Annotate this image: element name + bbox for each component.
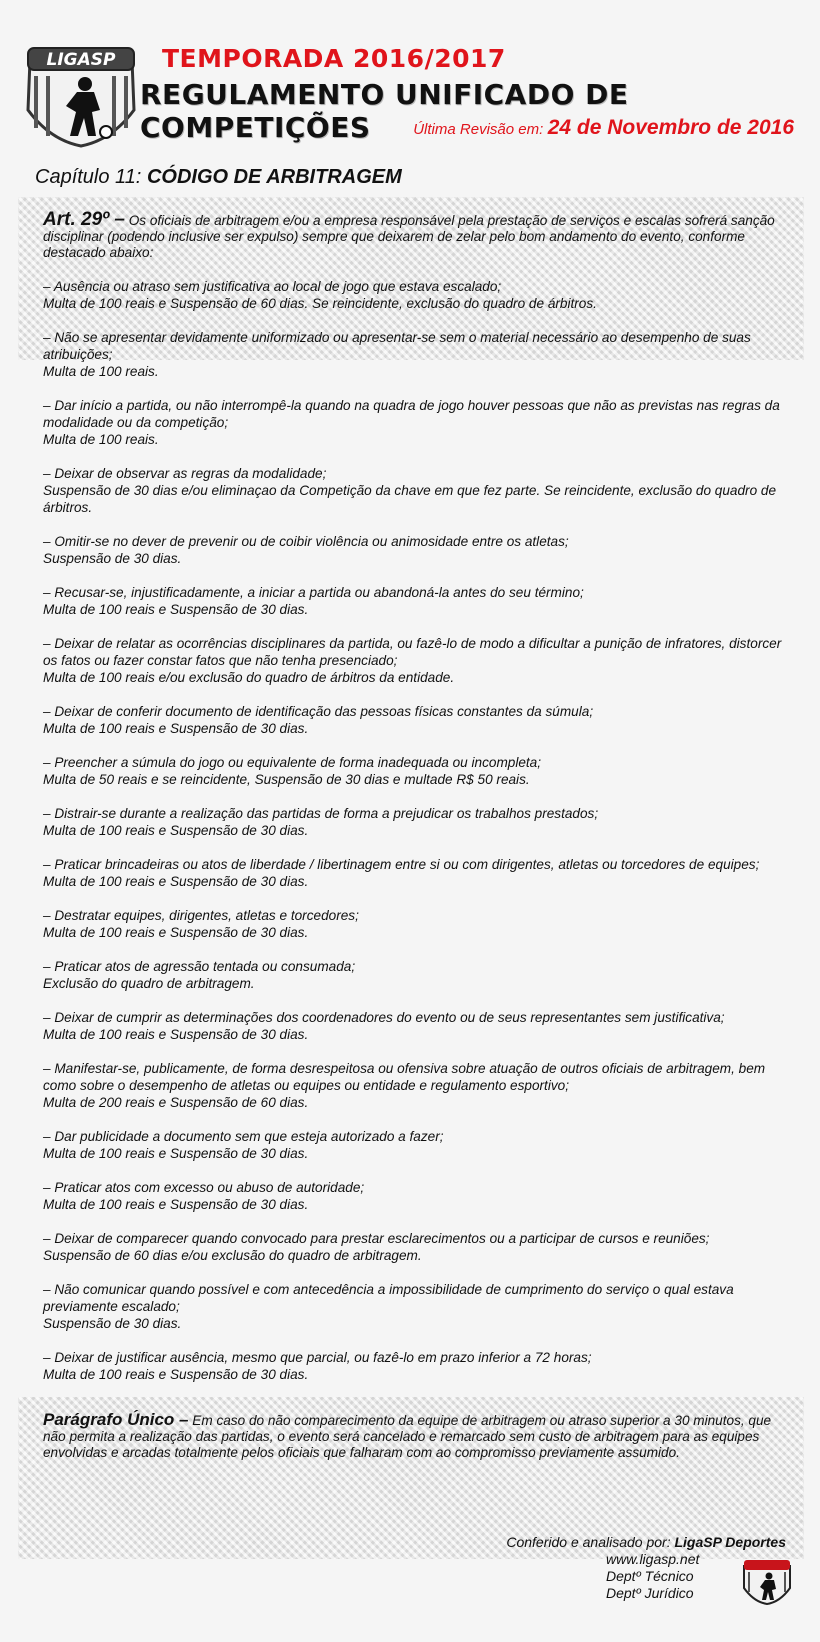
paragraph-unico — [43, 1412, 778, 1461]
dept-juridico: Deptº Jurídico — [606, 1585, 694, 1601]
infraction-text: – Destratar equipes, dirigentes, atletas e torcedores; — [43, 908, 359, 923]
infraction-penalty: Suspensão de 60 dias e/ou exclusão do quadro de arbitragem. — [43, 1248, 422, 1263]
infraction-text: – Dar início a partida, ou não interrompê-la quando na quadra de jogo houver pessoas que não as previstas nas regras da modalidade ou da competição; — [43, 398, 780, 430]
infraction-penalty: Multa de 100 reais e Suspensão de 30 dias. — [43, 823, 309, 838]
infraction-list — [43, 278, 788, 1383]
infraction-penalty: Suspensão de 30 dias e/ou eliminaçao da Competição da chave em que fez parte. Se reincidente, exclusão do quadro de árbitros. — [43, 483, 777, 515]
infraction-penalty: Suspensão de 30 dias. — [43, 551, 182, 566]
infraction-item — [43, 1060, 788, 1111]
infraction-text: – Praticar atos de agressão tentada ou consumada; — [43, 959, 356, 974]
infraction-item — [43, 958, 788, 992]
infraction-text: – Não comunicar quando possível e com antecedência a impossibilidade de cumprimento do serviço o qual estava previamente escalado; — [43, 1282, 734, 1314]
ligasp-logo — [22, 40, 140, 148]
infraction-item — [43, 1009, 788, 1043]
infraction-penalty: Multa de 100 reais e Suspensão de 30 dias. — [43, 1027, 309, 1042]
infraction-text: – Deixar de relatar as ocorrências disciplinares da partida, ou fazê-lo de modo a dificultar a punição de infratores, distorcer os fatos ou fazer constar fatos que não tenha presenciado; — [43, 636, 782, 668]
infraction-penalty: Multa de 200 reais e Suspensão de 60 dias. — [43, 1095, 309, 1110]
infraction-text: – Deixar de observar as regras da modalidade; — [43, 466, 327, 481]
revision-label: Última Revisão em: — [413, 121, 544, 138]
infraction-item — [43, 635, 788, 686]
site-link[interactable]: www.ligasp.net — [606, 1551, 700, 1567]
org-name: LigaSP Deportes — [674, 1534, 786, 1550]
paragraph-heading: Parágrafo Único – — [43, 1410, 189, 1429]
infraction-penalty: Multa de 100 reais e Suspensão de 30 dias. — [43, 925, 309, 940]
infraction-item — [43, 533, 788, 567]
infraction-penalty: Multa de 100 reais e Suspensão de 30 dias. — [43, 874, 309, 889]
infraction-text: – Deixar de conferir documento de identificação das pessoas físicas constantes da súmula; — [43, 704, 594, 719]
revision-date: 24 de Novembro de 2016 — [547, 116, 794, 139]
infraction-item — [43, 1128, 788, 1162]
infraction-text: – Não se apresentar devidamente uniformizado ou apresentar-se sem o material necessário ao desempenho de suas atribuições; — [43, 330, 751, 362]
article-lead-text: Os oficiais de arbitragem e/ou a empresa responsável pela prestação de serviços e escalas sofrerá sanção disciplinar (podendo inclusive ser expulso) sempre que deixarem de zelar pelo bom andamento do evento, conforme destacado abaixo: — [43, 213, 775, 260]
regulation-title: REGULAMENTO UNIFICADO DE COMPETIÇÕES — [140, 78, 629, 144]
infraction-item — [43, 754, 788, 788]
infraction-item — [43, 1230, 788, 1264]
infraction-penalty: Multa de 100 reais e Suspensão de 30 dias. — [43, 721, 309, 736]
infraction-item — [43, 856, 788, 890]
infraction-penalty: Multa de 100 reais e Suspensão de 60 dias. Se reincidente, exclusão do quadro de árbitros. — [43, 296, 597, 311]
infraction-item — [43, 465, 788, 516]
chapter-name: CÓDIGO DE ARBITRAGEM — [146, 166, 402, 188]
checked-by — [506, 1534, 786, 1551]
infraction-text: – Distrair-se durante a realização das partidas de forma a prejudicar os trabalhos prestados; — [43, 806, 599, 821]
season-title: TEMPORADA 2016/2017 — [162, 44, 506, 73]
infraction-item — [43, 805, 788, 839]
paragraph-text: Em caso do não comparecimento da equipe de arbitragem ou atraso superior a 30 minutos, que não permita a realização das partidas, o evento será cancelado e remarcado sem custo de arbitragem para as equipes envolvidas e arcadas totalmente pelos oficiais que falharam com ao compromisso previamente assumido. — [43, 1413, 772, 1460]
infraction-text: – Recusar-se, injustificadamente, a iniciar a partida ou abandoná-la antes do seu término; — [43, 585, 584, 600]
dept-tecnico: Deptº Técnico — [606, 1568, 694, 1584]
article-number: Art. 29º – — [43, 209, 125, 230]
infraction-item — [43, 1179, 788, 1213]
article-lead — [43, 209, 788, 261]
infraction-penalty: Multa de 50 reais e se reincidente, Suspensão de 30 dias e multade R$ 50 reais. — [43, 772, 530, 787]
article-29 — [43, 209, 788, 1383]
infraction-text: – Omitir-se no dever de prevenir ou de coibir violência ou animosidade entre os atletas; — [43, 534, 569, 549]
infraction-penalty: Multa de 100 reais e Suspensão de 30 dias. — [43, 1367, 309, 1382]
infraction-text: – Manifestar-se, publicamente, de forma desrespeitosa ou ofensiva sobre atuação de outros oficiais de arbitragem, bem como sobre o desempenho de atletas ou equipes ou entidade e regulamento esportivo; — [43, 1061, 766, 1093]
infraction-penalty: Multa de 100 reais e Suspensão de 30 dias. — [43, 1146, 309, 1161]
infraction-text: – Praticar brincadeiras ou atos de liberdade / libertinagem entre si ou com dirigentes, atletas ou torcedores de equipes; — [43, 857, 760, 872]
infraction-penalty: Suspensão de 30 dias. — [43, 1316, 182, 1331]
infraction-penalty: Multa de 100 reais. — [43, 432, 159, 447]
infraction-penalty: Multa de 100 reais. — [43, 364, 159, 379]
infraction-penalty: Multa de 100 reais e/ou exclusão do quadro de árbitros da entidade. — [43, 670, 455, 685]
infraction-text: – Deixar de cumprir as determinações dos coordenadores do evento ou de seus representantes sem justificativa; — [43, 1010, 725, 1025]
infraction-item — [43, 703, 788, 737]
infraction-item — [43, 584, 788, 618]
infraction-item — [43, 1349, 788, 1383]
infraction-text: – Deixar de justificar ausência, mesmo que parcial, ou fazê-lo em prazo inferior a 72 horas; — [43, 1350, 592, 1365]
ligasp-mini-logo — [740, 1556, 794, 1606]
infraction-text: – Ausência ou atraso sem justificativa ao local de jogo que estava escalado; — [43, 279, 502, 294]
chapter-prefix: Capítulo 11: — [35, 166, 142, 188]
infraction-item — [43, 907, 788, 941]
infraction-item — [43, 329, 788, 380]
infraction-penalty: Multa de 100 reais e Suspensão de 30 dias. — [43, 602, 309, 617]
infraction-text: – Preencher a súmula do jogo ou equivalente de forma inadequada ou incompleta; — [43, 755, 542, 770]
svg-text:LIGASP: LIGASP — [46, 50, 116, 70]
revision-info — [413, 116, 794, 140]
infraction-item — [43, 1281, 788, 1332]
infraction-item — [43, 278, 788, 312]
infraction-item — [43, 397, 788, 448]
infraction-penalty: Multa de 100 reais e Suspensão de 30 dias. — [43, 1197, 309, 1212]
chapter-heading — [35, 166, 402, 189]
infraction-text: – Praticar atos com excesso ou abuso de autoridade; — [43, 1180, 365, 1195]
infraction-penalty: Exclusão do quadro de arbitragem. — [43, 976, 255, 991]
checked-label: Conferido e analisado por: — [506, 1534, 671, 1550]
infraction-text: – Deixar de comparecer quando convocado para prestar esclarecimentos ou a participar de cursos e reuniões; — [43, 1231, 710, 1246]
infraction-text: – Dar publicidade a documento sem que esteja autorizado a fazer; — [43, 1129, 444, 1144]
